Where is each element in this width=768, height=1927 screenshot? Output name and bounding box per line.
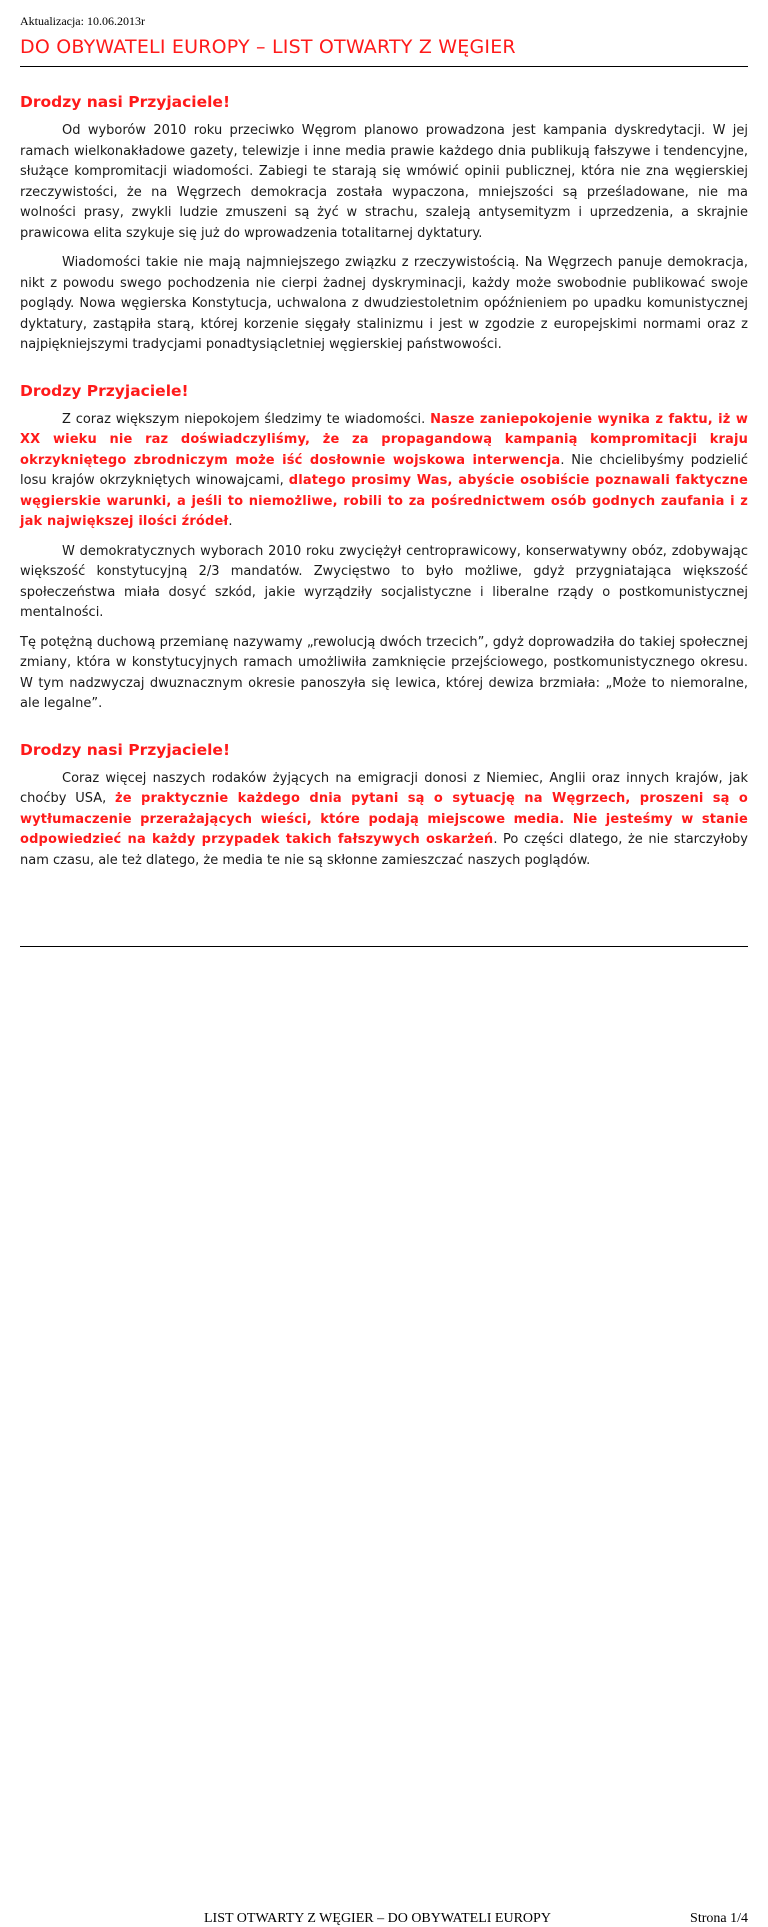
paragraph: W demokratycznych wyborach 2010 roku zwyciężył centroprawicowy, konserwatywny obóz, zdobywając większość konstytucyjną 2/3 mandatów. Zwycięstwo to było możliwe, gdyż przygniatająca większość społeczeństwa miała dosyć szkód, jakie wyrządziły socjalistyczne i liberalne rządy o postkomunistycznej mentalności. — [20, 543, 748, 620]
paragraph-text: Z coraz większym niepokojem śledzimy te wiadomości. — [62, 411, 431, 427]
paragraph: Tę potężną duchową przemianę nazywamy „rewolucją dwóch trzecich”, gdyż doprowadziła do takiej społecznej zmiany, która w konstytucyjnych ramach umożliwiła zamknięcie przejściowego, postkomunistycznego okresu. W tym nadzwyczaj dwuznacznym okresie panoszyła się lewica, której dewiza brzmiała: „Może to niemoralne, ale legalne”. — [20, 634, 748, 711]
paragraph — [20, 410, 748, 533]
paragraph — [20, 769, 748, 872]
title-divider — [20, 66, 748, 67]
page-number: Strona 1/4 — [690, 1911, 748, 1926]
footer-divider — [20, 946, 748, 947]
paragraph-text: . Po części dlatego, że nie starczyłoby nam czasu, ale też dlatego, że media te nie są skłonne zamieszczać naszych poglądów. — [20, 832, 748, 868]
highlighted-text: że praktycznie każdego dnia pytani są o sytuację na Węgrzech, proszeni są o wytłumaczenie przerażających wieści, które podają miejscowe media. Nie jesteśmy w stanie odpowiedzieć na każdy przypadek takich fałszywych oskarżeń — [20, 791, 749, 847]
highlighted-text: Nasze zaniepokojenie wynika z faktu, iż w XX wieku nie raz doświadczyliśmy, że za propagandową kampanią kompromitacji kraju okrzykniętego zbrodniczym może iść dosłownie wojskowa interwencja — [20, 411, 748, 468]
update-date: Aktualizacja: 10.06.2013r — [20, 14, 145, 28]
paragraph: Wiadomości takie nie mają najmniejszego związku z rzeczywistością. Na Węgrzech panuje demokracja, nikt z powodu swego pochodzenia nie cierpi żadnej dyskryminacji, każdy może swobodnie publikować swoje poglądy. Nowa węgierska Konstytucja, uchwalona z dwudziestoletnim opóźnieniem po upadku komunistycznej dyktatury, zastąpiła starą, której korzenie sięgały stalinizmu i jest w zgodzie z europejskimi normami oraz z najpiękniejszymi tradycjami ponadtysiącletniej węgierskiej państwowości. — [20, 255, 748, 352]
paragraph-text: Coraz więcej naszych rodaków żyjących na emigracji donosi z Niemiec, Anglii oraz innych krajów, jak choćby USA, — [20, 770, 748, 806]
highlighted-text: dlatego prosimy Was, abyście osobiście poznawali faktyczne węgierskie warunki, a jeśli to niemożliwe, robili to za pośrednictwem osób godnych zaufania i z jak największej ilości źródeł — [20, 473, 748, 529]
footer-title: LIST OTWARTY Z WĘGIER – DO OBYWATELI EUROPY — [204, 1911, 551, 1926]
paragraph-text: . Nie chcielibyśmy podzielić losu krajów okrzykniętych winowajcami, — [20, 452, 748, 488]
paragraph: Od wyborów 2010 roku przeciwko Węgrom planowo prowadzona jest kampania dyskredytacji. W jej ramach wielkonakładowe gazety, telewizje i inne media prawie każdego dnia publikują fałszywe i tendencyjne, służące kompromitacji wiadomości. Zabiegi te starają się wmówić opinii publicznej, która nie zna węgierskiej rzeczywistości, że na Węgrzech demokracja została wypaczona, mniejszości są prześladowane, nie ma wolności prasy, zwykli ludzie zmuszeni są żyć w strachu, szaleją antysemityzm i uprzedzenia, a skrajnie prawicowa elita szykuje się już do wprowadzenia totalitarnej dyktatury. — [20, 123, 748, 241]
greeting-1: Drodzy nasi Przyjaciele! — [20, 93, 231, 111]
document-title: DO OBYWATELI EUROPY – LIST OTWARTY Z WĘGIER — [20, 36, 516, 58]
greeting-3: Drodzy nasi Przyjaciele! — [20, 740, 231, 759]
paragraph-text: . — [228, 514, 233, 529]
greeting-2: Drodzy Przyjaciele! — [20, 381, 189, 400]
document-body — [20, 92, 748, 871]
